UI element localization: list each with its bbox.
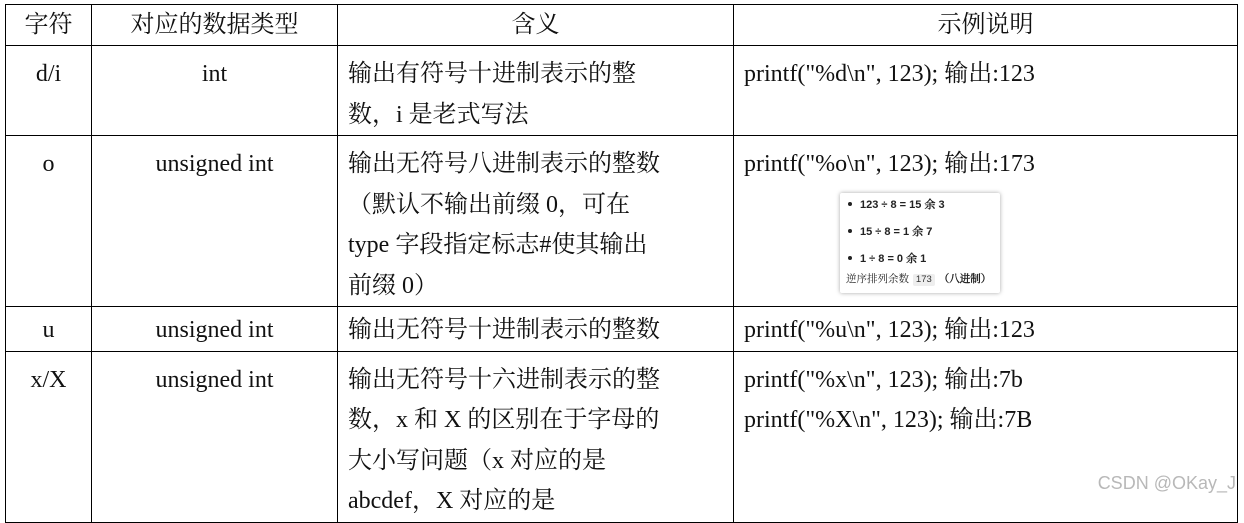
- bullet-icon: [848, 202, 852, 206]
- table-header-row: [6, 5, 1238, 46]
- cell-type: unsigned int: [92, 307, 338, 352]
- cell-type: int: [92, 46, 338, 136]
- cell-char: o: [6, 136, 92, 307]
- cell-example: printf("%u\n", 123); 输出:123: [734, 307, 1238, 352]
- cell-char: u: [6, 307, 92, 352]
- result-chip: 173: [913, 274, 935, 286]
- watermark: CSDN @OKay_J: [1097, 473, 1236, 493]
- cell-example: printf("%x\n", 123); 输出:7b printf("%X\n", 123); 输出:7B: [734, 351, 1238, 522]
- table-row: [6, 307, 1238, 352]
- table-row: [6, 351, 1238, 522]
- cell-type: unsigned int: [92, 136, 338, 307]
- header-meaning: 含义: [338, 5, 734, 46]
- cell-example: printf("%d\n", 123); 输出:123: [734, 46, 1238, 136]
- bullet-icon: [848, 256, 852, 260]
- conversion-step: 123 ÷ 8 = 15 余 3: [846, 197, 945, 224]
- table-row: [6, 46, 1238, 136]
- conversion-conclusion: 逆序排列余数 173 （八进制）: [846, 273, 992, 285]
- format-specifier-table: [5, 4, 1238, 523]
- cell-meaning: 输出有符号十进制表示的整 数，i 是老式写法: [338, 46, 734, 136]
- octal-conversion-popup: [840, 193, 1000, 293]
- cell-char: x/X: [6, 351, 92, 522]
- conversion-step: 1 ÷ 8 = 0 余 1: [846, 251, 945, 278]
- table-row: [6, 136, 1238, 307]
- header-char: 字符: [6, 5, 92, 46]
- cell-example: printf("%o\n", 123); 输出:173 123 ÷ 8 = 15 余 3 15 ÷ 8 = 1 余 7 1 ÷ 8 = 0 余 1 逆序排列余数 173 （八进制）: [734, 136, 1238, 307]
- cell-meaning: 输出无符号八进制表示的整数 （默认不输出前缀 0，可在 type 字段指定标志#使其输出 前缀 0）: [338, 136, 734, 307]
- cell-char: d/i: [6, 46, 92, 136]
- cell-meaning: 输出无符号十进制表示的整数: [338, 307, 734, 352]
- cell-meaning: 输出无符号十六进制表示的整 数，x 和 X 的区别在于字母的 大小写问题（x 对应的是 abcdef，X 对应的是: [338, 351, 734, 522]
- conversion-step: 15 ÷ 8 = 1 余 7: [846, 224, 945, 251]
- header-data-type: 对应的数据类型: [92, 5, 338, 46]
- cell-type: unsigned int: [92, 351, 338, 522]
- header-example: 示例说明: [734, 5, 1238, 46]
- conversion-steps: [846, 197, 945, 278]
- bullet-icon: [848, 229, 852, 233]
